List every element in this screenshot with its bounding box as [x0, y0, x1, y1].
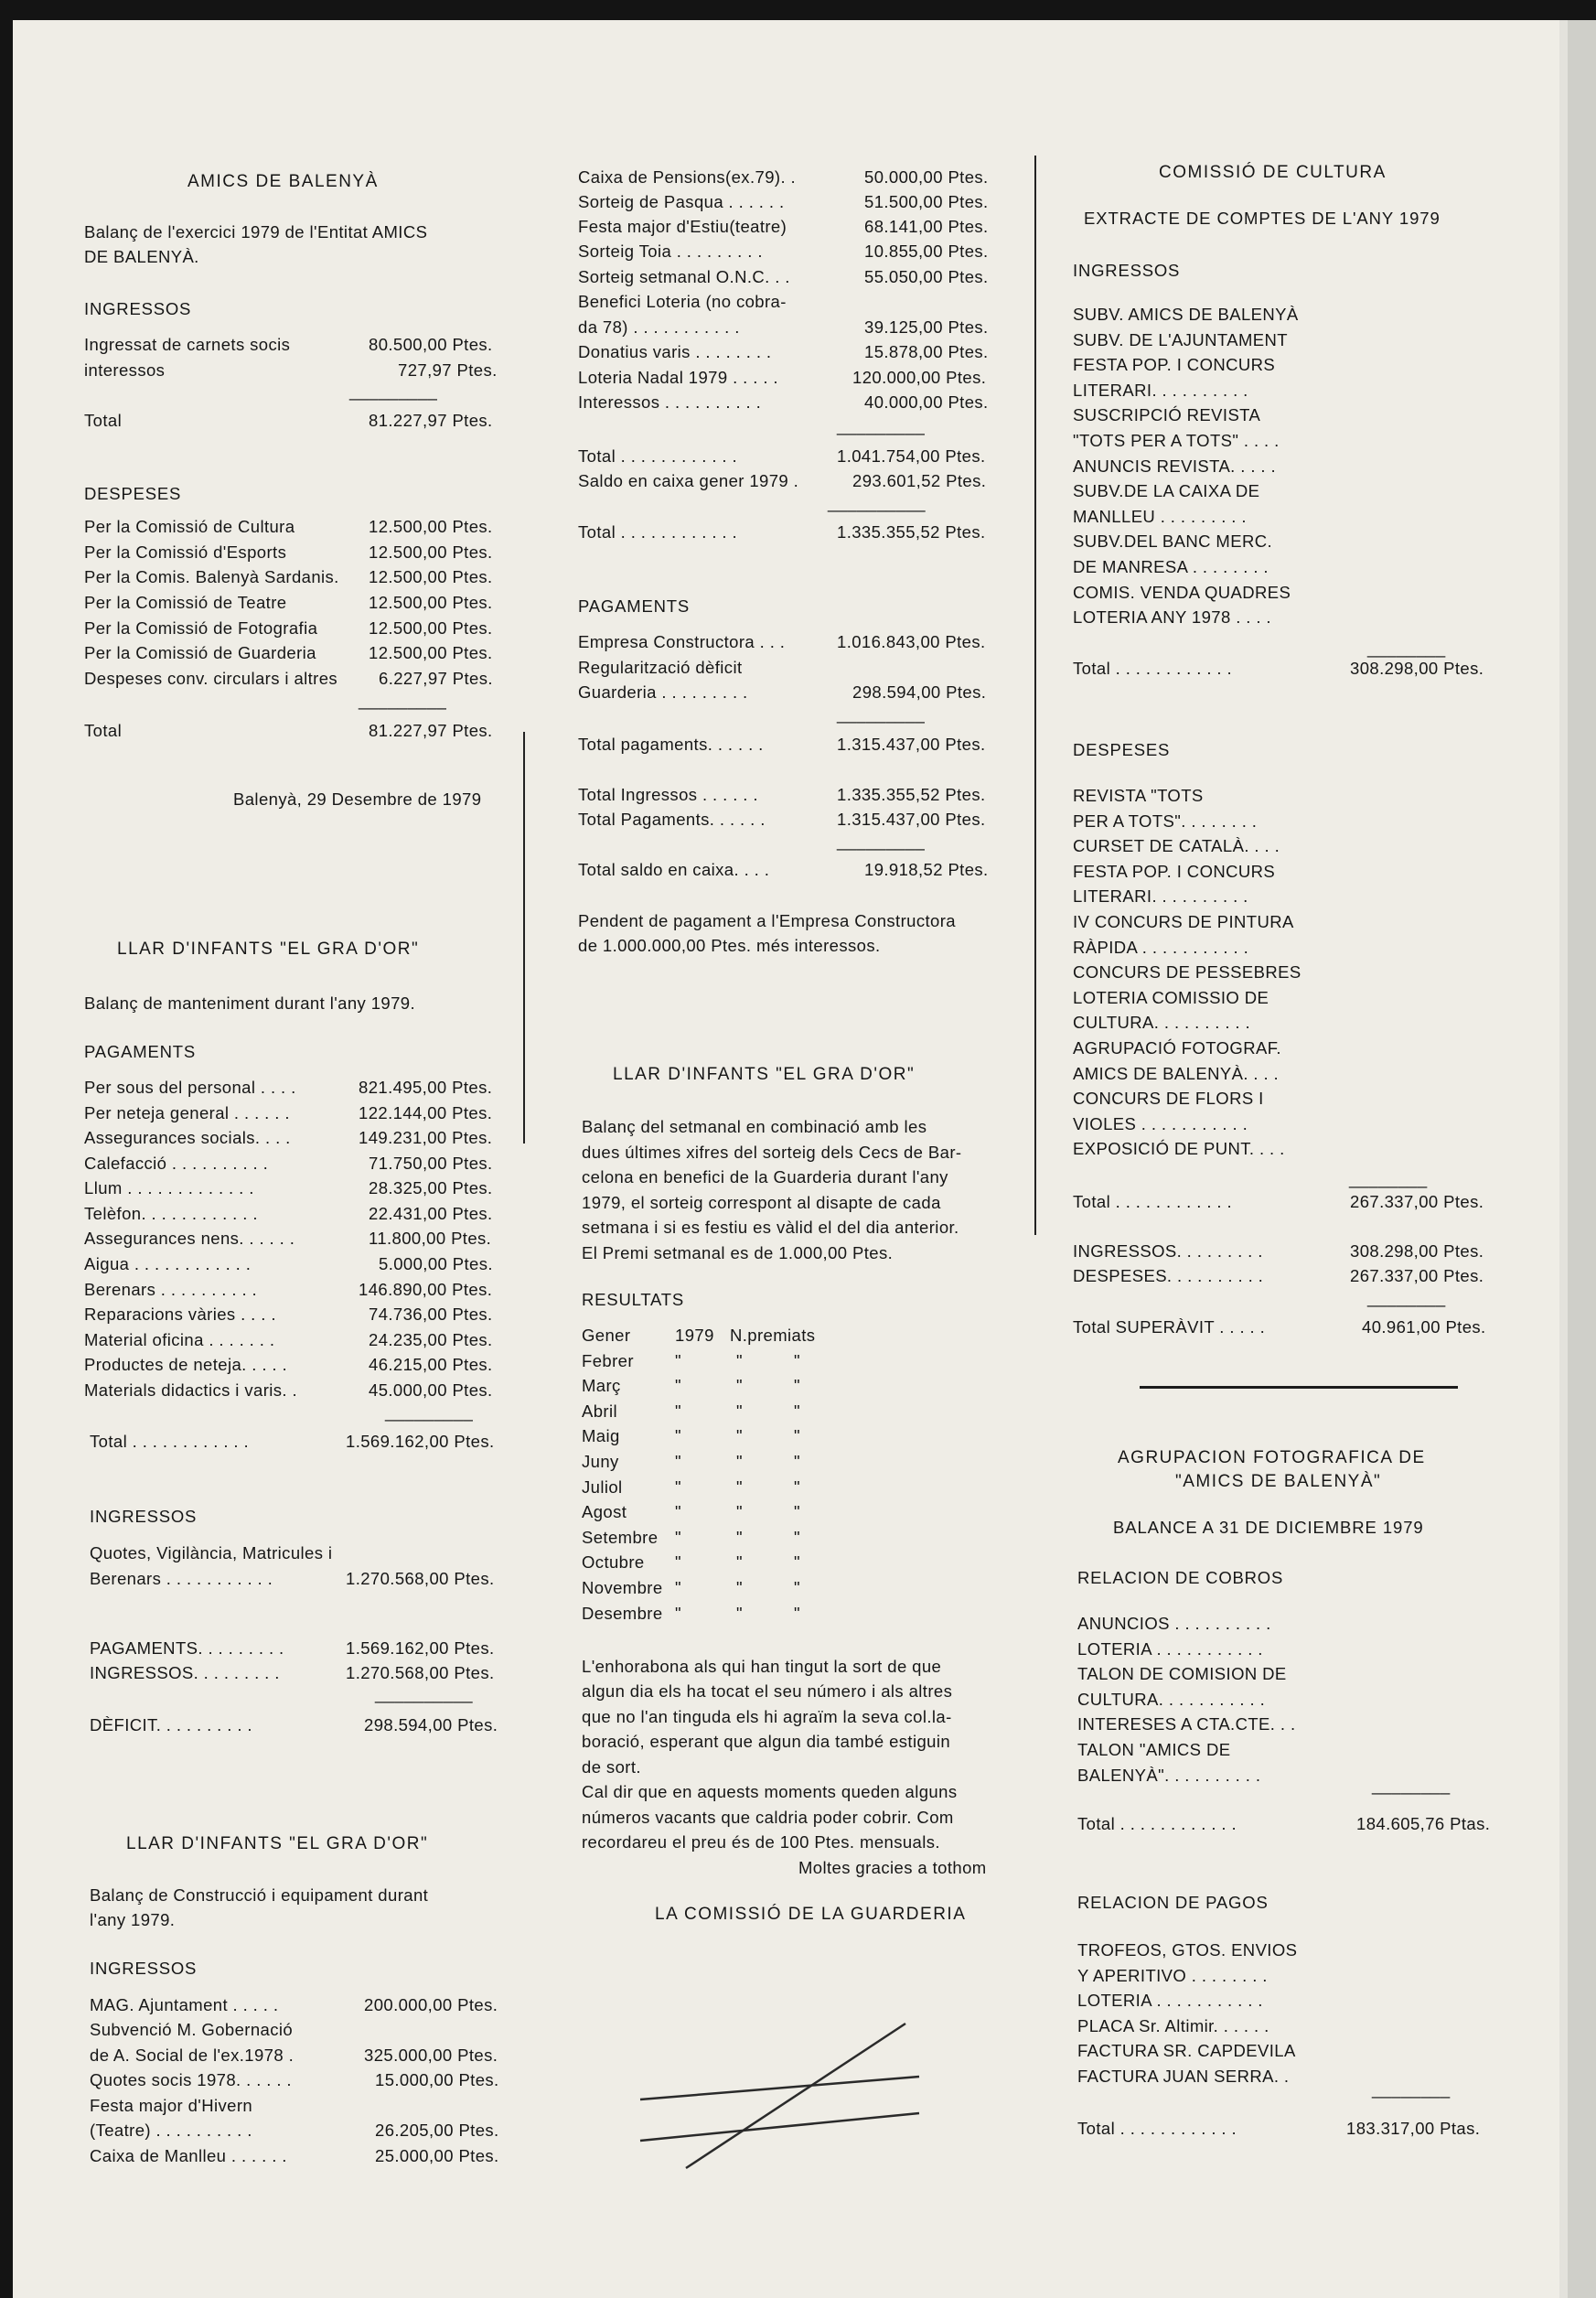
- result-mark: ": [794, 1477, 800, 1497]
- ledger-label: de A. Social de l'ex.1978 .: [90, 2046, 295, 2065]
- summary-label: INGRESSOS. . . . . . . . .: [1073, 1241, 1263, 1261]
- ledger-label: LOTERIA . . . . . . . . . . .: [1077, 1991, 1263, 2011]
- result-year: ": [675, 1401, 681, 1421]
- summary-label: Total Pagaments. . . . . .: [578, 810, 766, 829]
- ledger-label: CONCURS DE FLORS I: [1073, 1089, 1264, 1109]
- total-label: Total pagaments. . . . . .: [578, 735, 764, 754]
- ledger-amount: 45.000,00 Ptes.: [369, 1380, 493, 1400]
- despeses-heading: DESPESES: [84, 484, 182, 503]
- result-premiats: ": [736, 1376, 743, 1396]
- ledger-label: SUBV. AMICS DE BALENYÀ: [1073, 305, 1299, 324]
- ledger-label: CURSET DE CATALÀ. . . .: [1073, 836, 1280, 856]
- ledger-label: Calefacció . . . . . . . . . .: [84, 1154, 269, 1173]
- ledger-amount: 46.215,00 Ptes.: [369, 1355, 493, 1374]
- section-divider: [1140, 1386, 1458, 1389]
- ledger-label: Productes de neteja. . . . .: [84, 1355, 288, 1374]
- ledger-label: Aigua . . . . . . . . . . . .: [84, 1254, 252, 1273]
- ledger-label: SUBV.DEL BANC MERC.: [1073, 532, 1273, 552]
- total-label: Total . . . . . . . . . . . .: [578, 446, 738, 466]
- agrupacion-title: "AMICS DE BALENYÀ": [1175, 1472, 1382, 1491]
- paragraph-line: setmana i si es festiu es vàlid el del dia anterior.: [582, 1218, 959, 1237]
- dash-line: ________: [1372, 1776, 1451, 1795]
- result-year: ": [675, 1552, 681, 1573]
- paragraph-line: Cal dir que en aquests moments queden alguns: [582, 1782, 958, 1801]
- ledger-label: Per la Comissió de Teatre: [84, 593, 287, 612]
- cobros-heading: RELACION DE COBROS: [1077, 1568, 1284, 1587]
- ledger-label: Assegurances nens. . . . . .: [84, 1229, 295, 1248]
- ledger-amount: 727,97 Ptes.: [398, 360, 498, 380]
- saldo-amount: 293.601,52 Ptes.: [852, 471, 987, 490]
- ledger-label: SUBV.DE LA CAIXA DE: [1073, 481, 1260, 501]
- ledger-amount: 6.227,97 Ptes.: [379, 669, 493, 688]
- ledger-label: TALON "AMICS DE: [1077, 1740, 1231, 1759]
- result-year: ": [675, 1426, 681, 1446]
- dash-line: __________: [375, 1684, 473, 1703]
- ledger-label: LOTERIA . . . . . . . . . . .: [1077, 1638, 1263, 1659]
- ledger-label: LITERARI. . . . . . . . . .: [1073, 380, 1248, 400]
- ledger-label: Per la Comissió de Fotografia: [84, 618, 318, 638]
- ledger-amount: 5.000,00 Ptes.: [379, 1254, 493, 1273]
- ingressos-heading: INGRESSOS: [1073, 261, 1181, 280]
- ledger-amount: 40.000,00 Ptes.: [864, 392, 989, 412]
- paragraph-line: celona en benefici de la Guarderia durant l'any: [582, 1167, 948, 1187]
- ledger-label: DE MANRESA . . . . . . . .: [1073, 557, 1269, 576]
- superavit-amount: 40.961,00 Ptes.: [1362, 1317, 1486, 1337]
- summary-label: INGRESSOS. . . . . . . . .: [90, 1663, 280, 1682]
- ledger-label: FESTA POP. I CONCURS: [1073, 355, 1276, 375]
- ledger-amount: 200.000,00 Ptes.: [364, 1995, 498, 2014]
- scribble-mark: [631, 2022, 933, 2177]
- pagaments-heading: PAGAMENTS: [84, 1042, 196, 1061]
- ledger-amount: 10.855,00 Ptes.: [864, 242, 989, 261]
- result-month: Octubre: [582, 1552, 645, 1573]
- paragraph-line: boració, esperant que algun dia també estiguin: [582, 1732, 951, 1751]
- ledger-amount: 15.878,00 Ptes.: [864, 342, 989, 361]
- summary-amount: 1.335.355,52 Ptes.: [837, 785, 986, 804]
- ledger-label: Quotes, Vigilància, Matricules i: [90, 1543, 333, 1562]
- dash-line: _________: [837, 832, 926, 851]
- column-divider: [523, 732, 525, 1144]
- ledger-amount: 55.050,00 Ptes.: [864, 267, 989, 286]
- ledger-label: Caixa de Pensions(ex.79). .: [578, 167, 797, 187]
- ledger-label: FACTURA SR. CAPDEVILA: [1077, 2041, 1296, 2061]
- ledger-label: CULTURA. . . . . . . . . .: [1073, 1013, 1251, 1033]
- total-label: Total . . . . . . . . . . . .: [1073, 1192, 1233, 1211]
- saldo-label: Total saldo en caixa. . . .: [578, 860, 770, 879]
- dash-line: ________: [1367, 639, 1446, 658]
- result-month: Març: [582, 1376, 621, 1396]
- paragraph-line: algun dia els ha tocat el seu número i als altres: [582, 1681, 953, 1701]
- ledger-amount: 11.800,00 Ptes.: [369, 1229, 492, 1248]
- summary-amount: 1.569.162,00 Ptes.: [346, 1638, 495, 1658]
- cultura-subtitle: EXTRACTE DE COMPTES DE L'ANY 1979: [1084, 209, 1441, 228]
- result-month: Abril: [582, 1401, 618, 1421]
- amics-title: AMICS DE BALENYÀ: [187, 172, 379, 191]
- ledger-label: Regularització dèficit: [578, 658, 743, 677]
- ledger-label: Subvenció M. Gobernació: [90, 2020, 294, 2039]
- resultats-heading: RESULTATS: [582, 1290, 685, 1309]
- ledger-label: PER A TOTS". . . . . . . .: [1073, 811, 1258, 831]
- llar-title: LLAR D'INFANTS "EL GRA D'OR": [613, 1065, 916, 1084]
- ledger-label: LITERARI. . . . . . . . . .: [1073, 886, 1248, 907]
- ledger-label: VIOLES . . . . . . . . . . .: [1073, 1113, 1248, 1133]
- result-year: ": [675, 1477, 681, 1497]
- ledger-label: Telèfon. . . . . . . . . . . .: [84, 1204, 258, 1223]
- ledger-amount: 26.205,00 Ptes.: [375, 2121, 499, 2140]
- ledger-amount: 71.750,00 Ptes.: [369, 1154, 493, 1173]
- ingressos-heading: INGRESSOS: [90, 1507, 198, 1526]
- ledger-amount: 12.500,00 Ptes.: [369, 643, 493, 662]
- ledger-label: "TOTS PER A TOTS" . . . .: [1073, 431, 1280, 450]
- ledger-amount: 1.016.843,00 Ptes.: [837, 632, 986, 651]
- result-premiats: ": [736, 1502, 743, 1522]
- result-year: ": [675, 1376, 681, 1396]
- ledger-label: da 78) . . . . . . . . . . .: [578, 317, 740, 337]
- ledger-label: Reparacions vàries . . . .: [84, 1305, 276, 1324]
- ledger-label: Llum . . . . . . . . . . . . .: [84, 1178, 254, 1197]
- ledger-label: AMICS DE BALENYÀ. . . .: [1073, 1063, 1280, 1083]
- despeses-heading: DESPESES: [1073, 740, 1171, 759]
- result-premiats: ": [736, 1401, 743, 1421]
- ledger-label: LOTERIA COMISSIO DE: [1073, 987, 1269, 1007]
- result-premiats: ": [736, 1603, 743, 1623]
- ledger-label: Per la Comissió de Guarderia: [84, 643, 316, 662]
- result-mark: ": [794, 1552, 800, 1573]
- ledger-label: Per neteja general . . . . . .: [84, 1103, 290, 1122]
- ledger-label: IV CONCURS DE PINTURA: [1073, 912, 1294, 931]
- ledger-label: Loteria Nadal 1979 . . . . .: [578, 368, 778, 387]
- intro-line: Balanç de l'exercici 1979 de l'Entitat AMICS: [84, 222, 428, 242]
- ledger-amount: 12.500,00 Ptes.: [369, 618, 493, 638]
- ledger-amount: 25.000,00 Ptes.: [375, 2146, 499, 2165]
- total-amount: 308.298,00 Ptes.: [1350, 659, 1484, 678]
- result-month: Febrer: [582, 1350, 634, 1370]
- ledger-label: Ingressat de carnets socis: [84, 335, 291, 354]
- total-label: Total . . . . . . . . . . . .: [1077, 1814, 1237, 1833]
- ledger-label: Despeses conv. circulars i altres: [84, 669, 338, 688]
- ledger-label: Per la Comissió de Cultura: [84, 517, 295, 536]
- ledger-amount: 15.000,00 Ptes.: [375, 2070, 499, 2089]
- paragraph-line: números vacants que caldria poder cobrir. Com: [582, 1808, 954, 1827]
- ledger-label: Per la Comissió d'Esports: [84, 542, 287, 562]
- result-month: Juliol: [582, 1477, 623, 1497]
- dash-line: _________: [385, 1402, 474, 1422]
- deficit-label: DÈFICIT. . . . . . . . . .: [90, 1715, 252, 1734]
- total-amount: 81.227,97 Ptes.: [369, 411, 493, 430]
- ledger-label: EXPOSICIÓ DE PUNT. . . .: [1073, 1139, 1285, 1159]
- paragraph-line: 1979, el sorteig correspont al disapte de cada: [582, 1193, 941, 1212]
- ledger-label: LOTERIA ANY 1978 . . . .: [1073, 607, 1271, 628]
- ledger-label: INTERESES A CTA.CTE. . .: [1077, 1714, 1296, 1734]
- result-month: Novembre: [582, 1578, 663, 1597]
- result-mark: ": [794, 1502, 800, 1522]
- pagos-heading: RELACION DE PAGOS: [1077, 1893, 1269, 1912]
- ledger-label: Assegurances socials. . . .: [84, 1128, 291, 1147]
- superavit-label: Total SUPERÀVIT . . . . .: [1073, 1317, 1266, 1337]
- total-amount: 183.317,00 Ptas.: [1346, 2119, 1481, 2138]
- ledger-amount: 28.325,00 Ptes.: [369, 1178, 493, 1197]
- llar-title: LLAR D'INFANTS "EL GRA D'OR": [117, 940, 420, 959]
- total-label: Total: [84, 411, 123, 430]
- ledger-amount: 39.125,00 Ptes.: [864, 317, 989, 337]
- result-mark: ": [794, 1350, 800, 1370]
- ledger-label: Materials didactics i varis. .: [84, 1380, 298, 1400]
- result-year: ": [675, 1578, 681, 1597]
- balance-subtitle: BALANCE A 31 DE DICIEMBRE 1979: [1113, 1518, 1424, 1537]
- total-label: Total . . . . . . . . . . . .: [1077, 2119, 1237, 2138]
- dash-line: ________: [1372, 2079, 1451, 2099]
- thanks-line: Moltes gracies a tothom: [798, 1858, 987, 1877]
- dash-line: _________: [837, 416, 926, 435]
- ledger-label: TROFEOS, GTOS. ENVIOS: [1077, 1940, 1298, 1960]
- ledger-label: ANUNCIOS . . . . . . . . . .: [1077, 1614, 1271, 1633]
- ledger-label: Per sous del personal . . . .: [84, 1078, 296, 1097]
- agrupacion-title: AGRUPACION FOTOGRAFICA DE: [1118, 1448, 1426, 1467]
- total-label: Total: [84, 721, 123, 740]
- ledger-label: Per la Comis. Balenyà Sardanis.: [84, 567, 339, 586]
- ledger-label: Interessos . . . . . . . . . .: [578, 392, 762, 412]
- ledger-label: Empresa Constructora . . .: [578, 632, 786, 651]
- result-year: ": [675, 1527, 681, 1547]
- ledger-label: MANLLEU . . . . . . . . .: [1073, 506, 1247, 526]
- ledger-label: Sorteig de Pasqua . . . . . .: [578, 192, 785, 211]
- total-amount: 1.041.754,00 Ptes.: [837, 446, 986, 466]
- ledger-amount: 12.500,00 Ptes.: [369, 517, 493, 536]
- ledger-label: Material oficina . . . . . . .: [84, 1330, 275, 1349]
- ledger-label: CULTURA. . . . . . . . . . .: [1077, 1689, 1266, 1709]
- result-mark: ": [794, 1578, 800, 1597]
- pendent-line: de 1.000.000,00 Ptes. més interessos.: [578, 936, 881, 955]
- result-premiats: ": [736, 1426, 743, 1446]
- summary-label: Total Ingressos . . . . . .: [578, 785, 758, 804]
- result-mark: ": [794, 1452, 800, 1471]
- ledger-label: SUBV. DE L'AJUNTAMENT: [1073, 329, 1289, 349]
- ledger-label: Festa major d'Estiu(teatre): [578, 217, 787, 236]
- summary-label: PAGAMENTS. . . . . . . . .: [90, 1638, 284, 1658]
- ledger-label: FACTURA JUAN SERRA. .: [1077, 2067, 1290, 2086]
- result-month: Maig: [582, 1426, 620, 1446]
- result-year: ": [675, 1350, 681, 1370]
- result-year: ": [675, 1603, 681, 1623]
- paragraph-line: que no l'an tinguda els hi agraïm la seva col.la-: [582, 1707, 952, 1726]
- result-premiats: ": [736, 1452, 743, 1471]
- result-year: 1979: [675, 1326, 714, 1345]
- result-year: ": [675, 1452, 681, 1471]
- ledger-label: Sorteig setmanal O.N.C. . .: [578, 267, 790, 286]
- result-mark: ": [794, 1401, 800, 1421]
- result-month: Gener: [582, 1326, 631, 1345]
- ledger-label: FESTA POP. I CONCURS: [1073, 861, 1276, 881]
- result-mark: ": [794, 1376, 800, 1396]
- ledger-label: Berenars . . . . . . . . . . .: [90, 1569, 273, 1588]
- total-amount: 184.605,76 Ptas.: [1356, 1814, 1491, 1833]
- intro-line: Balanç de Construcció i equipament durant: [90, 1885, 429, 1905]
- ledger-amount: 12.500,00 Ptes.: [369, 567, 493, 586]
- ledger-label: Quotes socis 1978. . . . . .: [90, 2070, 292, 2089]
- dash-line: ________: [1349, 1169, 1428, 1188]
- ledger-label: Caixa de Manlleu . . . . . .: [90, 2146, 287, 2165]
- intro-line: Balanç de manteniment durant l'any 1979.: [84, 993, 416, 1013]
- ledger-amount: 120.000,00 Ptes.: [852, 368, 987, 387]
- total-amount: 267.337,00 Ptes.: [1350, 1192, 1484, 1211]
- paragraph-line: L'enhorabona als qui han tingut la sort de que: [582, 1657, 942, 1676]
- summary-label: DESPESES. . . . . . . . . .: [1073, 1266, 1264, 1285]
- summary-amount: 308.298,00 Ptes.: [1350, 1241, 1484, 1261]
- total-amount: 81.227,97 Ptes.: [369, 721, 493, 740]
- total-amount: 1.335.355,52 Ptes.: [837, 522, 986, 542]
- ledger-label: Berenars . . . . . . . . . .: [84, 1280, 258, 1299]
- result-premiats: ": [736, 1350, 743, 1370]
- pagaments-heading: PAGAMENTS: [578, 596, 690, 616]
- paragraph-line: El Premi setmanal es de 1.000,00 Ptes.: [582, 1243, 894, 1262]
- ledger-label: Guarderia . . . . . . . . .: [578, 682, 748, 702]
- ledger-label: REVISTA "TOTS: [1073, 786, 1204, 805]
- ingressos-heading: INGRESSOS: [84, 299, 192, 318]
- dash-line: _________: [359, 691, 447, 710]
- ledger-amount: 122.144,00 Ptes.: [359, 1103, 493, 1122]
- ledger-label: Donatius varis . . . . . . . .: [578, 342, 772, 361]
- ledger-amount: 12.500,00 Ptes.: [369, 593, 493, 612]
- ledger-label: PLACA Sr. Altimir. . . . . .: [1077, 2015, 1269, 2035]
- ledger-amount: 50.000,00 Ptes.: [864, 167, 989, 187]
- summary-amount: 1.270.568,00 Ptes.: [346, 1663, 495, 1682]
- ledger-label: Benefici Loteria (no cobra-: [578, 292, 787, 311]
- ledger-label: RÀPIDA . . . . . . . . . . .: [1073, 937, 1249, 957]
- ledger-label: ANUNCIS REVISTA. . . . .: [1073, 456, 1277, 476]
- ledger-label: (Teatre) . . . . . . . . . .: [90, 2121, 252, 2140]
- result-premiats: ": [736, 1552, 743, 1573]
- ledger-label: COMIS. VENDA QUADRES: [1073, 582, 1291, 602]
- total-amount: 1.315.437,00 Ptes.: [837, 735, 986, 754]
- ledger-label: Festa major d'Hivern: [90, 2096, 253, 2115]
- result-month: Desembre: [582, 1603, 663, 1623]
- ledger-label: MAG. Ajuntament . . . . .: [90, 1995, 279, 2014]
- ledger-amount: 24.235,00 Ptes.: [369, 1330, 493, 1349]
- ledger-label: Sorteig Toia . . . . . . . . .: [578, 242, 763, 261]
- dash-line: __________: [828, 493, 926, 512]
- result-premiats: ": [736, 1477, 743, 1497]
- saldo-label: Saldo en caixa gener 1979 .: [578, 471, 799, 490]
- result-premiats: N.premiats: [730, 1326, 816, 1345]
- ledger-amount: 80.500,00 Ptes.: [369, 335, 493, 354]
- result-premiats: ": [736, 1578, 743, 1597]
- ledger-amount: 298.594,00 Ptes.: [852, 682, 987, 702]
- ledger-amount: 68.141,00 Ptes.: [864, 217, 989, 236]
- total-amount: 1.569.162,00 Ptes.: [346, 1432, 495, 1451]
- ledger-amount: 821.495,00 Ptes.: [359, 1078, 493, 1097]
- ledger-amount: 325.000,00 Ptes.: [364, 2046, 498, 2065]
- llar-title: LLAR D'INFANTS "EL GRA D'OR": [126, 1834, 429, 1853]
- ledger-amount: 74.736,00 Ptes.: [369, 1305, 493, 1324]
- cultura-title: COMISSIÓ DE CULTURA: [1159, 163, 1387, 182]
- result-mark: ": [794, 1426, 800, 1446]
- paragraph-line: dues últimes xifres del sorteig dels Cecs de Bar-: [582, 1143, 962, 1162]
- ledger-label: BALENYÀ". . . . . . . . . .: [1077, 1765, 1261, 1785]
- ledger-amount: 1.270.568,00 Ptes.: [346, 1569, 495, 1588]
- ingressos-heading: INGRESSOS: [90, 1959, 198, 1978]
- paragraph-line: de sort.: [582, 1757, 641, 1777]
- summary-amount: 267.337,00 Ptes.: [1350, 1266, 1484, 1285]
- ledger-label: SUSCRIPCIÓ REVISTA: [1073, 405, 1261, 425]
- ledger-label: TALON DE COMISION DE: [1077, 1664, 1287, 1684]
- column-divider: [1034, 156, 1036, 1235]
- paragraph-line: recordareu el preu és de 100 Ptes. mensuals.: [582, 1832, 940, 1852]
- page-edge: [1568, 20, 1596, 2298]
- signature-line: LA COMISSIÓ DE LA GUARDERIA: [655, 1905, 967, 1924]
- result-month: Setembre: [582, 1527, 659, 1547]
- ledger-amount: 149.231,00 Ptes.: [359, 1128, 493, 1147]
- deficit-amount: 298.594,00 Ptes.: [364, 1715, 498, 1734]
- result-month: Agost: [582, 1502, 627, 1522]
- ledger-amount: 12.500,00 Ptes.: [369, 542, 493, 562]
- ledger-amount: 22.431,00 Ptes.: [369, 1204, 493, 1223]
- ledger-amount: 146.890,00 Ptes.: [359, 1280, 493, 1299]
- ledger-label: interessos: [84, 360, 166, 380]
- total-label: Total . . . . . . . . . . . .: [578, 522, 738, 542]
- result-month: Juny: [582, 1452, 619, 1471]
- result-mark: ": [794, 1603, 800, 1623]
- intro-line: l'any 1979.: [90, 1910, 176, 1929]
- intro-line: DE BALENYÀ.: [84, 247, 199, 266]
- paragraph-line: Balanç del setmanal en combinació amb les: [582, 1117, 927, 1136]
- dash-line: ________: [1367, 1288, 1446, 1307]
- ledger-label: AGRUPACIÓ FOTOGRAF.: [1073, 1038, 1281, 1058]
- result-premiats: ": [736, 1527, 743, 1547]
- ledger-label: CONCURS DE PESSEBRES: [1073, 962, 1301, 983]
- date-line: Balenyà, 29 Desembre de 1979: [233, 789, 482, 809]
- summary-amount: 1.315.437,00 Ptes.: [837, 810, 986, 829]
- result-year: ": [675, 1502, 681, 1522]
- total-label: Total . . . . . . . . . . . .: [1073, 659, 1233, 678]
- ledger-label: Y APERITIVO . . . . . . . .: [1077, 1965, 1268, 1985]
- total-label: Total . . . . . . . . . . . .: [90, 1432, 250, 1451]
- saldo-amount: 19.918,52 Ptes.: [864, 860, 989, 879]
- dash-line: _________: [349, 381, 438, 401]
- dash-line: _________: [837, 704, 926, 724]
- result-mark: ": [794, 1527, 800, 1547]
- ledger-amount: 51.500,00 Ptes.: [864, 192, 989, 211]
- pendent-line: Pendent de pagament a l'Empresa Constructora: [578, 911, 956, 930]
